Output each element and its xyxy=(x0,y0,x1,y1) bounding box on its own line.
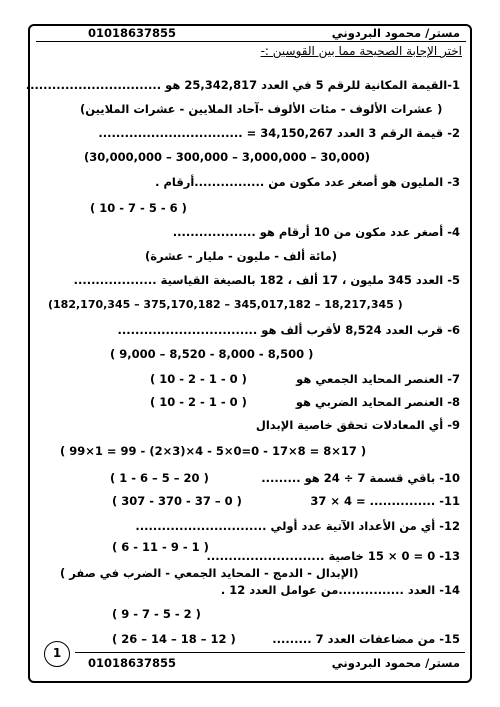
page-header xyxy=(36,22,466,42)
options-7: ( 10 - 2 - 1 - 0 ) xyxy=(150,372,247,386)
instructions-title: اختر الإجابة الصحيحة مما بين القوسين :- xyxy=(260,44,462,58)
options-3: ( 10 - 7 - 5 - 6 ) xyxy=(90,201,187,215)
footer-author-name: مستر/ محمود البردوني xyxy=(331,656,460,670)
options-5: (182,170,345 – 375,170,182 – 345,017,182 – 18,217,345 ) xyxy=(48,298,403,311)
options-4: (مائة ألف - مليون - مليار - عشرة) xyxy=(145,249,338,263)
options-13: (الإبدال - الدمج - المحايد الجمعي - الضرب في صفر ) xyxy=(60,566,359,580)
options-10: ( 1 - 6 – 5 – 20 ) xyxy=(110,471,209,485)
page-footer xyxy=(36,652,466,672)
question-1: 1-القيمة المكانية للرقم 5 في العدد 25,342,817 هو ............................... xyxy=(25,78,460,92)
question-7: 7- العنصر المحايد الجمعي هو xyxy=(296,372,460,386)
options-15: ( 26 – 14 – 18 – 12 ) xyxy=(112,632,236,646)
options-1: (عشرات الألوف - مئات الألوف -آحاد الملايين - عشرات الملايين ) xyxy=(80,102,443,116)
question-8: 8- العنصر المحايد الضربي هو xyxy=(295,395,460,409)
page-number: 1 xyxy=(44,641,70,667)
options-6: ( 9,000 – 8,520 - 8,000 - 8,500 ) xyxy=(110,347,314,361)
question-11: 11- ............... = 4 × 37 xyxy=(310,494,460,508)
question-13: 13- 0 = 0 × 15 خاصية ........................... xyxy=(206,549,460,563)
question-6: 6- قرب العدد 8,524 لأقرب ألف هو ................................ xyxy=(117,323,460,337)
question-12: 12- أي من الأعداد الآتية عدد أولي .............................. xyxy=(135,519,460,533)
options-8: ( 10 - 2 - 1 - 0 ) xyxy=(150,395,247,409)
options-9: ( 99×1 = 99 - (2×3)×4 - 5×0=0 - 17×8 = 8×17 ) xyxy=(60,444,367,458)
question-10: 10- باقي قسمة 7 ÷ 24 هو ......... xyxy=(261,471,460,485)
author-name: مستر/ محمود البردوني xyxy=(331,26,460,40)
options-2: (30,000,000 – 300,000 – 3,000,000 – 30,000) xyxy=(84,150,371,164)
footer-phone-number: 01018637855 xyxy=(88,656,177,670)
question-14: 14- العدد ...............من عوامل العدد 12 . xyxy=(220,583,460,597)
question-5: 5- العدد 345 مليون ، 17 ألف ، 182 بالصيغة القياسية ................... xyxy=(73,273,460,287)
question-2: 2- قيمة الرقم 3 العدد 34,150,267 = ................................. xyxy=(98,126,460,140)
question-9: 9- أي المعادلات تحقق خاصية الإبدال xyxy=(255,418,460,432)
question-4: 4- أصغر عدد مكون من 10 أرقام هو ................... xyxy=(172,225,460,239)
question-3: 3- المليون هو أصغر عدد مكون من ................أرقام . xyxy=(155,175,460,189)
phone-number: 01018637855 xyxy=(88,26,177,40)
options-11: ( 307 - 370 - 37 – 0 ) xyxy=(112,494,242,508)
options-14: ( 9 - 7 - 5 - 2 ) xyxy=(112,607,201,621)
question-15: 15- من مضاعفات العدد 7 ......... xyxy=(272,632,460,646)
options-12: ( 6 - 11 - 9 - 1 ) xyxy=(112,540,209,554)
header-divider xyxy=(36,41,466,42)
